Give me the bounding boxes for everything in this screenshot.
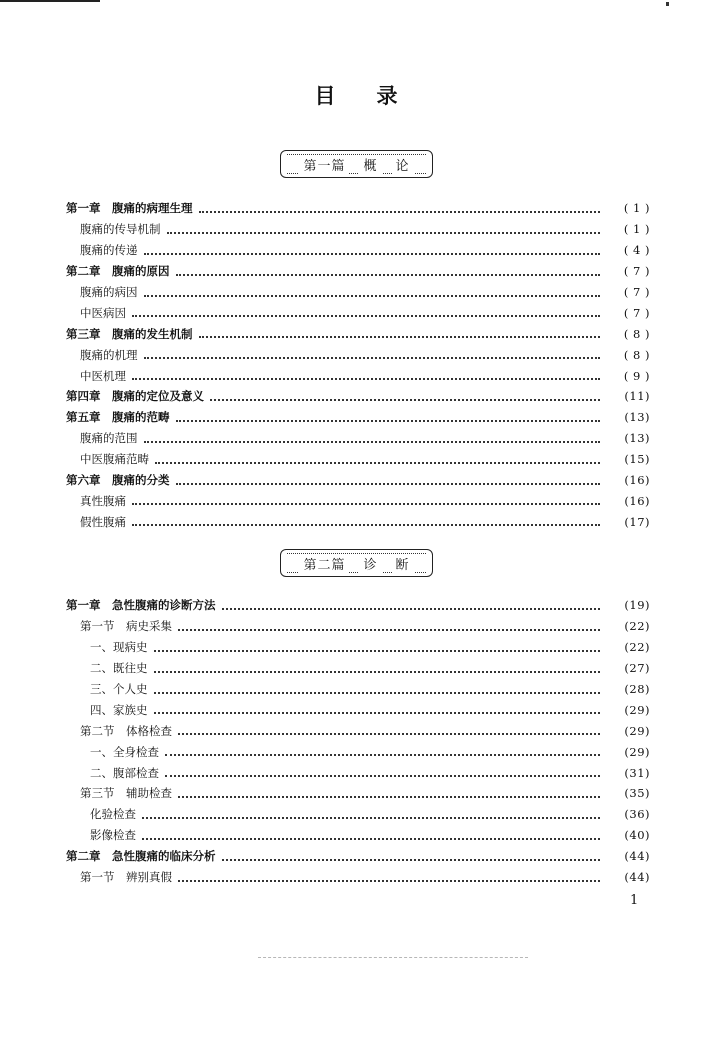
toc-entry-page: (29)	[624, 744, 650, 759]
toc-entry-title: 第三章 腹痛的发生机制	[66, 326, 193, 341]
toc-entry-page: (29)	[624, 723, 650, 738]
toc-entry[interactable]	[66, 511, 650, 532]
dot-leader	[165, 753, 600, 756]
dot-leader	[142, 816, 600, 819]
dot-leader	[154, 691, 601, 694]
dot-leader	[132, 523, 600, 526]
toc-entry[interactable]	[66, 240, 650, 261]
toc-entry-page: (29)	[624, 702, 650, 717]
toc-entry[interactable]	[66, 302, 650, 323]
toc-chapter-entry[interactable]	[66, 846, 650, 867]
toc-entry-title: 第二章 急性腹痛的临床分析	[66, 849, 216, 864]
toc-entry[interactable]	[66, 490, 650, 511]
toc-entry-page: (36)	[624, 807, 650, 822]
toc-entry-page: (44)	[624, 870, 650, 885]
toc-entry-page: (44)	[624, 849, 650, 864]
toc-entry-title: 第二节 体格检查	[80, 723, 172, 738]
dot-leader	[142, 837, 600, 840]
toc-entry-page: ( 7 )	[623, 285, 650, 299]
toc-chapter-entry[interactable]	[66, 323, 650, 344]
toc-entry-title: 真性腹痛	[80, 493, 126, 508]
toc-entry-title: 腹痛的机理	[80, 347, 138, 362]
dot-leader	[144, 294, 601, 297]
toc-entry-title: 影像检查	[90, 828, 136, 843]
toc-entry[interactable]	[66, 679, 650, 700]
dot-leader	[154, 649, 601, 652]
dot-leader	[176, 273, 601, 276]
toc-entry-page: ( 7 )	[623, 264, 650, 279]
toc-entry-title: 第一章 腹痛的病理生理	[66, 201, 193, 216]
dot-leader	[178, 732, 600, 735]
part-2-label-char: 断	[392, 554, 414, 573]
toc-entry-title: 一、全身检查	[90, 744, 159, 759]
part-2-label: 第二篇	[299, 554, 349, 573]
toc-entry-title: 第一节 病史采集	[80, 619, 172, 634]
title-char-2: 录	[376, 83, 399, 108]
toc-entry-page: ( 4 )	[623, 243, 650, 258]
dot-leader	[199, 335, 601, 338]
toc-chapter-entry[interactable]	[66, 470, 650, 491]
toc-entry[interactable]	[66, 720, 650, 741]
toc-part-2	[66, 595, 650, 887]
part-1-header	[0, 150, 713, 180]
dot-leader	[154, 670, 601, 673]
toc-entry[interactable]	[66, 804, 650, 825]
toc-entry-title: 三、个人史	[90, 682, 148, 696]
toc-entry-page: (13)	[624, 431, 650, 446]
toc-entry-page: (17)	[624, 514, 650, 529]
toc-entry-title: 假性腹痛	[80, 514, 126, 529]
toc-entry-title: 中医腹痛范畴	[80, 452, 149, 467]
dot-leader	[178, 628, 600, 631]
dot-leader	[155, 461, 600, 464]
toc-entry-page: (28)	[624, 682, 650, 696]
toc-entry-page: ( 8 )	[623, 326, 650, 341]
toc-entry-title: 第四章 腹痛的定位及意义	[66, 389, 204, 404]
part-2-label-char: 诊	[359, 554, 381, 573]
toc-entry-page: ( 1 )	[623, 222, 650, 237]
toc-entry[interactable]	[66, 825, 650, 846]
toc-entry[interactable]	[66, 699, 650, 720]
toc-entry-page: (13)	[624, 410, 650, 425]
part-2-label-box	[280, 549, 432, 577]
toc-entry-title: 第一节 辨别真假	[80, 870, 172, 885]
toc-entry[interactable]	[66, 344, 650, 365]
toc-entry-title: 第六章 腹痛的分类	[66, 473, 170, 488]
toc-entry-title: 第五章 腹痛的范畴	[66, 410, 170, 425]
toc-entry-title: 腹痛的范围	[80, 431, 138, 446]
dot-leader	[132, 502, 600, 505]
dot-leader	[176, 419, 601, 422]
part-1-label-char: 论	[392, 155, 414, 174]
toc-entry-title: 二、腹部检查	[90, 765, 159, 780]
toc-entry[interactable]	[66, 365, 650, 386]
page-title	[0, 80, 713, 110]
toc-entry-title: 化验检查	[90, 807, 136, 822]
toc-entry-title: 腹痛的传导机制	[80, 222, 161, 237]
toc-entry[interactable]	[66, 637, 650, 658]
dot-leader	[132, 377, 600, 380]
toc-entry-page: (16)	[624, 473, 650, 488]
toc-entry-page: ( 9 )	[623, 368, 650, 383]
dot-leader	[210, 398, 600, 401]
toc-entry-title: 四、家族史	[90, 702, 148, 717]
toc-chapter-entry[interactable]	[66, 386, 650, 407]
toc-entry-title: 中医机理	[80, 368, 126, 383]
toc-entry[interactable]	[66, 219, 650, 240]
part-1-label-box	[280, 150, 432, 178]
toc-entry-title: 第三节 辅助检查	[80, 786, 172, 801]
toc-entry[interactable]	[66, 762, 650, 783]
dot-leader	[132, 314, 600, 317]
toc-entry[interactable]	[66, 741, 650, 762]
part-2-header	[0, 549, 713, 579]
toc-entry[interactable]	[66, 449, 650, 470]
dot-leader	[144, 356, 601, 359]
dot-leader	[178, 795, 600, 798]
dot-leader	[167, 231, 601, 234]
toc-entry-page: ( 1 )	[623, 201, 650, 216]
toc-entry-title: 腹痛的病因	[80, 285, 138, 299]
toc-entry-page: (27)	[624, 661, 650, 676]
toc-chapter-entry[interactable]	[66, 261, 650, 282]
page-number: 1	[630, 893, 639, 908]
toc-entry[interactable]	[66, 282, 650, 303]
toc-entry-title: 二、既往史	[90, 661, 148, 676]
scan-edge-line	[0, 0, 100, 2]
toc-part-1	[66, 198, 650, 532]
dot-leader	[222, 858, 601, 861]
scan-artifact-line	[258, 955, 528, 958]
toc-entry-page: ( 7 )	[623, 305, 650, 320]
toc-entry-title: 一、现病史	[90, 640, 148, 655]
toc-entry[interactable]	[66, 616, 650, 637]
dot-leader	[176, 482, 601, 485]
toc-entry[interactable]	[66, 428, 650, 449]
dot-leader	[144, 252, 601, 255]
dot-leader	[222, 607, 601, 610]
part-1-label: 第一篇	[299, 155, 349, 174]
dot-leader	[144, 440, 601, 443]
toc-entry-title: 腹痛的传递	[80, 243, 138, 258]
toc-entry-page: (15)	[624, 452, 650, 467]
toc-chapter-entry[interactable]	[66, 198, 650, 219]
toc-entry-page: (40)	[624, 828, 650, 843]
dot-leader	[165, 774, 600, 777]
toc-entry-page: (35)	[624, 786, 650, 801]
toc-entry-page: ( 8 )	[623, 347, 650, 362]
toc-entry-page: (22)	[624, 619, 650, 634]
dot-leader	[178, 879, 600, 882]
title-char-1: 目	[314, 83, 337, 108]
toc-entry-title: 第一章 急性腹痛的诊断方法	[66, 598, 216, 613]
toc-entry-title: 第二章 腹痛的原因	[66, 264, 170, 279]
toc-entry-title: 中医病因	[80, 305, 126, 320]
dot-leader	[199, 210, 601, 213]
toc-entry-page: (16)	[624, 493, 650, 508]
part-1-label-char: 概	[359, 155, 381, 174]
toc-entry-page: (31)	[624, 765, 650, 780]
toc-chapter-entry[interactable]	[66, 407, 650, 428]
dot-leader	[154, 711, 601, 714]
toc-entry-page: (22)	[624, 640, 650, 655]
toc-entry[interactable]	[66, 783, 650, 804]
toc-entry[interactable]	[66, 867, 650, 888]
toc-entry[interactable]	[66, 658, 650, 679]
toc-entry-page: (19)	[624, 598, 650, 613]
scan-mark	[666, 2, 669, 6]
toc-entry-page: (11)	[624, 389, 650, 404]
toc-chapter-entry[interactable]	[66, 595, 650, 616]
